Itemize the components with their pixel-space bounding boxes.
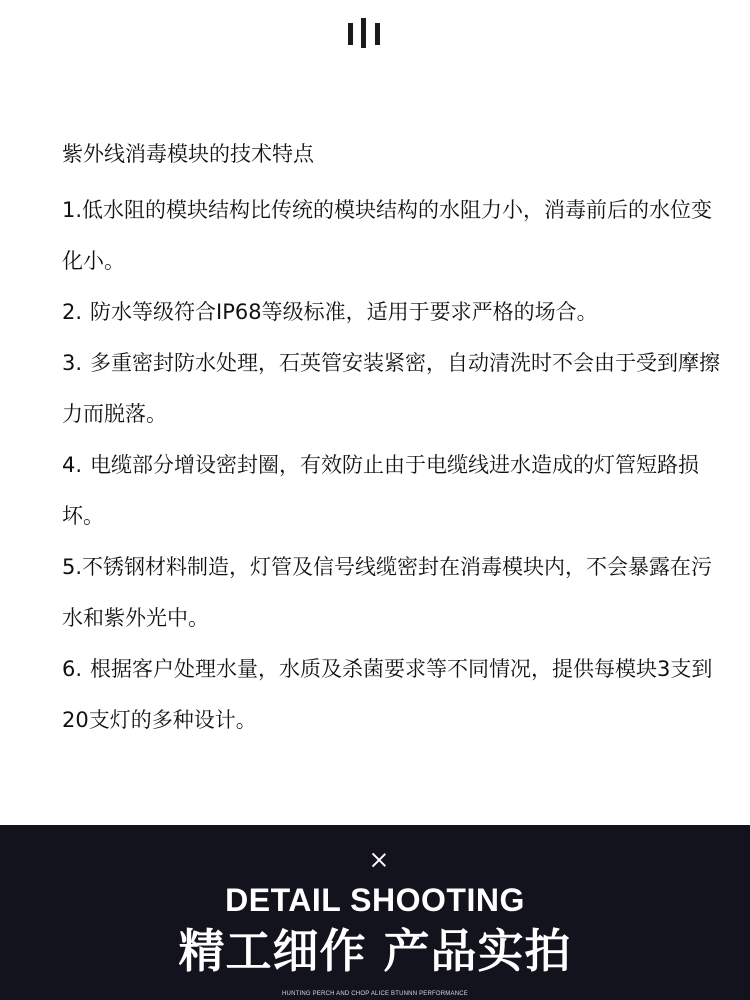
feature-text: 根据客户处理水量，水质及杀菌要求等不同情况，提供每模块3支到20支灯的多种设计。 xyxy=(62,657,713,732)
feature-text: 不锈钢材料制造，灯管及信号线缆密封在消毒模块内，不会暴露在污水和紫外光中。 xyxy=(62,555,713,630)
logo-bar-left xyxy=(348,23,353,45)
close-x-icon xyxy=(372,853,386,867)
feature-number: 1. xyxy=(62,198,83,222)
feature-text: 低水阻的模块结构比传统的模块结构的水阻力小，消毒前后的水位变化小。 xyxy=(62,198,713,273)
logo-bar-middle xyxy=(361,18,366,48)
feature-text: 电缆部分增设密封圈，有效防止由于电缆线进水造成的灯管短路损坏。 xyxy=(62,453,700,528)
logo-bar-right xyxy=(375,23,380,45)
feature-item-4 xyxy=(62,440,732,542)
detail-shooting-banner xyxy=(0,825,750,1000)
feature-number: 4. xyxy=(62,453,83,477)
feature-item-5 xyxy=(62,542,732,644)
section-title: 紫外线消毒模块的技术特点 xyxy=(62,142,314,166)
feature-number: 5. xyxy=(62,555,83,579)
banner-tagline: HUNTING PERCH AND CHOP ALICE BTUNNN PERFORMANCE xyxy=(282,991,468,997)
feature-text: 防水等级符合IP68等级标准，适用于要求严格的场合。 xyxy=(90,300,598,324)
banner-english-title: DETAIL SHOOTING xyxy=(225,882,525,918)
feature-number: 2. xyxy=(62,300,83,324)
banner-chinese-title: 精工细作 产品实拍 xyxy=(178,924,572,978)
feature-item-3 xyxy=(62,338,732,440)
feature-number: 3. xyxy=(62,351,83,375)
feature-item-1 xyxy=(62,185,732,287)
feature-item-2 xyxy=(62,287,732,338)
feature-item-6 xyxy=(62,644,732,746)
feature-text: 多重密封防水处理，石英管安装紧密，自动清洗时不会由于受到摩擦力而脱落。 xyxy=(62,351,721,426)
feature-number: 6. xyxy=(62,657,83,681)
feature-list-section xyxy=(62,134,732,746)
brand-logo-icon xyxy=(348,18,382,48)
